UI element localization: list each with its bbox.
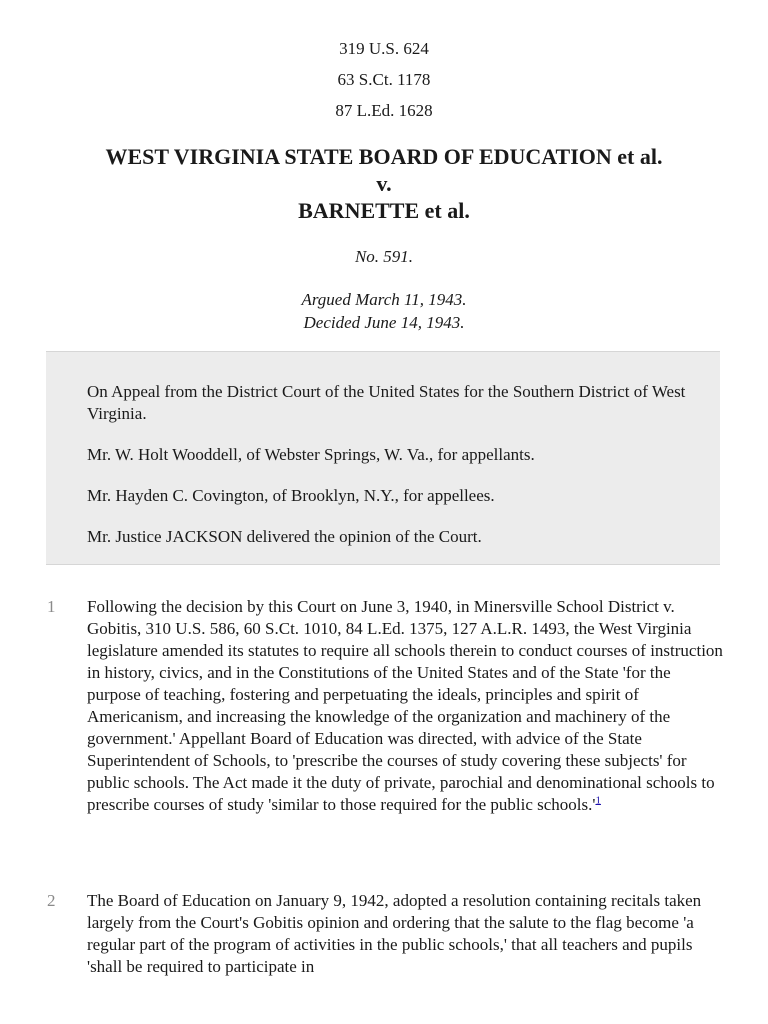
paragraph-number: 2 [47, 891, 56, 910]
case-title [0, 143, 768, 224]
docket-number: No. 591. [354, 247, 414, 266]
case-title-petitioner: WEST VIRGINIA STATE BOARD OF EDUCATION et al. [105, 144, 663, 169]
citation-supreme-court-reporter: 63 S.Ct. 1178 [337, 70, 431, 89]
syllabus-box [46, 351, 720, 565]
footnote-link[interactable]: 1 [595, 794, 601, 807]
paragraph-body: Following the decision by this Court on June 3, 1940, in Minersville School District v. Gobitis, 310 U.S. 586, 60 S.Ct. 1010, 84 L.Ed. 1375, 127 A.L.R. 1493, the West Virginia legislature amended its statutes to require all schools therein to conduct courses of instruction in history, civics, and in the Constitutions of the United States and of the State 'for the purpose of teaching, fostering and perpetuating the ideals, principles and spirit of Americanism, and increasing the knowledge of the organization and machinery of the government.' Appellant Board of Education was directed, with advice of the State Superintendent of Schools, to 'prescribe the courses of study covering these subjects' for public schools. The Act made it the duty of private, parochial and denominational schools to prescribe courses of study 'similar to those required for the public schools.' [87, 597, 723, 814]
appellees-counsel: Mr. Hayden C. Covington, of Brooklyn, N.Y., for appellees. [87, 486, 495, 505]
citation-us-reports: 319 U.S. 624 [339, 39, 429, 58]
decided-date: Decided June 14, 1943. [303, 313, 465, 332]
appellants-counsel: Mr. W. Holt Wooddell, of Webster Springs, W. Va., for appellants. [87, 445, 535, 464]
paragraph-text [87, 890, 727, 978]
case-dates [0, 288, 768, 334]
paragraph-text [87, 596, 727, 816]
case-title-versus: v. [376, 171, 392, 196]
case-title-respondent: BARNETTE et al. [298, 198, 470, 223]
argued-date: Argued March 11, 1943. [301, 290, 467, 309]
citation-lawyers-edition: 87 L.Ed. 1628 [335, 101, 433, 120]
paragraph-number: 1 [47, 597, 56, 616]
paragraph-body: The Board of Education on January 9, 1942, adopted a resolution containing recitals taken largely from the Court's Gobitis opinion and ordering that the salute to the flag become 'a regular part of the program of activities in the public schools,' that all teachers and pupils 'shall be required to participate in [87, 891, 702, 976]
citation-block [0, 33, 768, 126]
opinion-author: Mr. Justice JACKSON delivered the opinion of the Court. [87, 527, 482, 546]
appeal-statement: On Appeal from the District Court of the United States for the Southern District of West Virginia. [87, 382, 686, 423]
